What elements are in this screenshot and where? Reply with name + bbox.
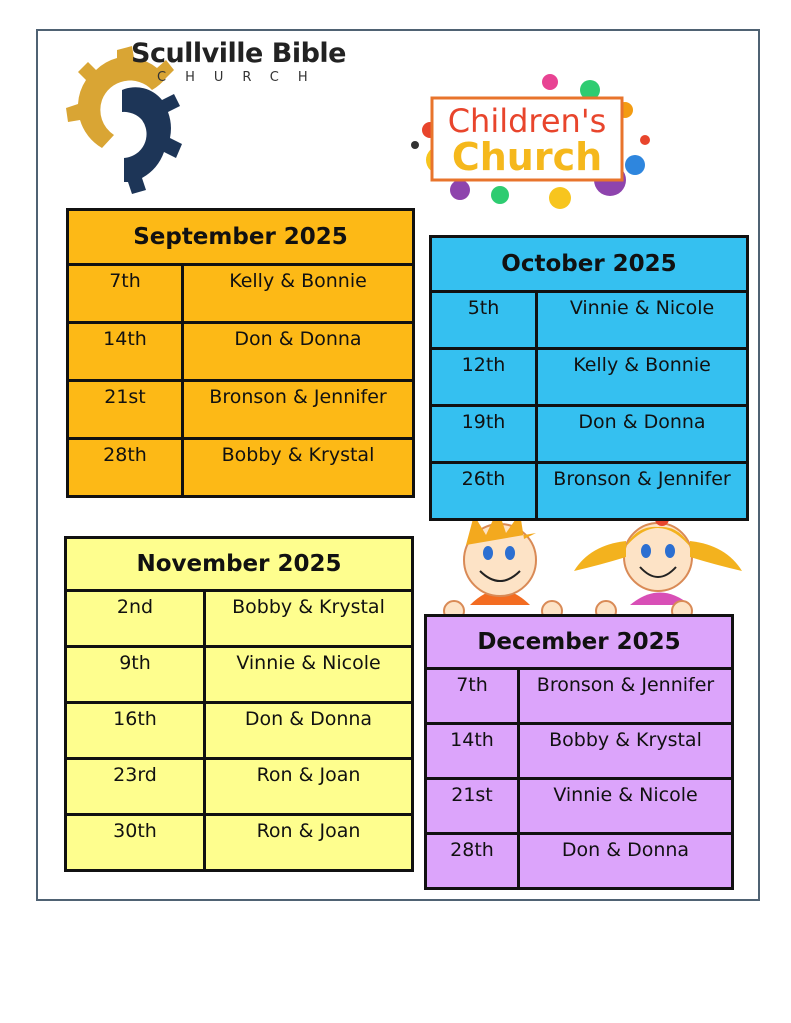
date-cell: 7th bbox=[68, 265, 183, 323]
table-row bbox=[431, 463, 748, 520]
date-cell: 5th bbox=[431, 292, 537, 349]
names-cell: Don & Donna bbox=[519, 834, 733, 889]
table-row bbox=[66, 759, 413, 815]
date-cell: 21st bbox=[426, 779, 519, 834]
date-cell: 12th bbox=[431, 349, 537, 406]
table-row bbox=[68, 381, 414, 439]
date-cell: 14th bbox=[426, 724, 519, 779]
month-title: September 2025 bbox=[68, 210, 414, 265]
date-cell: 23rd bbox=[66, 759, 205, 815]
names-cell: Vinnie & Nicole bbox=[537, 292, 748, 349]
names-cell: Don & Donna bbox=[205, 703, 413, 759]
names-cell: Kelly & Bonnie bbox=[183, 265, 414, 323]
date-cell: 30th bbox=[66, 815, 205, 871]
kids-cartoon-icon bbox=[440, 505, 750, 625]
table-row bbox=[431, 292, 748, 349]
date-cell: 26th bbox=[431, 463, 537, 520]
names-cell: Kelly & Bonnie bbox=[537, 349, 748, 406]
names-cell: Bobby & Krystal bbox=[519, 724, 733, 779]
church-subtitle: CHURCH bbox=[157, 70, 327, 85]
names-cell: Bronson & Jennifer bbox=[537, 463, 748, 520]
names-cell: Bronson & Jennifer bbox=[519, 669, 733, 724]
date-cell: 14th bbox=[68, 323, 183, 381]
names-cell: Ron & Joan bbox=[205, 759, 413, 815]
date-cell: 9th bbox=[66, 647, 205, 703]
names-cell: Vinnie & Nicole bbox=[519, 779, 733, 834]
table-row bbox=[66, 647, 413, 703]
schedule-november bbox=[64, 536, 414, 872]
table-row bbox=[426, 779, 733, 834]
names-cell: Don & Donna bbox=[537, 406, 748, 463]
table-row bbox=[426, 724, 733, 779]
date-cell: 7th bbox=[426, 669, 519, 724]
names-cell: Bobby & Krystal bbox=[205, 591, 413, 647]
badge-line1: Children's bbox=[447, 102, 607, 140]
month-title: November 2025 bbox=[66, 538, 413, 591]
month-title: October 2025 bbox=[431, 237, 748, 292]
table-row bbox=[68, 265, 414, 323]
names-cell: Bronson & Jennifer bbox=[183, 381, 414, 439]
paint-splatter-icon bbox=[400, 70, 660, 210]
table-row bbox=[68, 439, 414, 497]
date-cell: 2nd bbox=[66, 591, 205, 647]
schedule-december bbox=[424, 614, 734, 890]
table-row bbox=[431, 406, 748, 463]
names-cell: Vinnie & Nicole bbox=[205, 647, 413, 703]
table-row bbox=[426, 669, 733, 724]
date-cell: 21st bbox=[68, 381, 183, 439]
table-row bbox=[426, 834, 733, 889]
date-cell: 19th bbox=[431, 406, 537, 463]
date-cell: 28th bbox=[426, 834, 519, 889]
table-row bbox=[66, 591, 413, 647]
table-row bbox=[431, 349, 748, 406]
names-cell: Don & Donna bbox=[183, 323, 414, 381]
date-cell: 16th bbox=[66, 703, 205, 759]
date-cell: 28th bbox=[68, 439, 183, 497]
schedule-september bbox=[66, 208, 415, 498]
table-row bbox=[68, 323, 414, 381]
names-cell: Ron & Joan bbox=[205, 815, 413, 871]
names-cell: Bobby & Krystal bbox=[183, 439, 414, 497]
table-row bbox=[66, 703, 413, 759]
month-title: December 2025 bbox=[426, 616, 733, 669]
table-row bbox=[66, 815, 413, 871]
schedule-october bbox=[429, 235, 749, 521]
church-name: Scullville Bible bbox=[131, 38, 346, 69]
badge-line2: Church bbox=[451, 135, 603, 179]
